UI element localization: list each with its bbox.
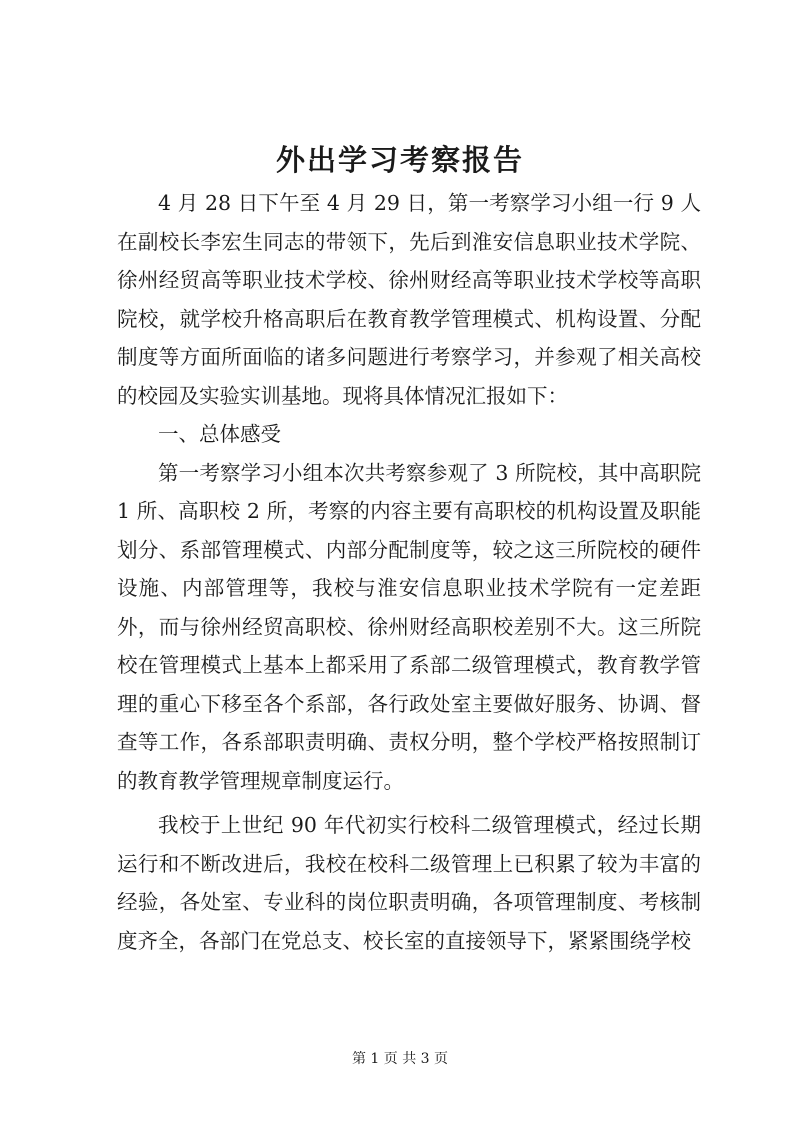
page-number-footer: 第 1 页 共 3 页	[351, 1051, 449, 1067]
paragraph-overall-impression: 第一考察学习小组本次共考察参观了 3 所院校，其中高职院 1 所、高职校 2 所，考察的内容主要有高职校的机构设置及职能划分、系部管理模式、内部分配制度等，较之这三所院校的硬件设施、内部管理等，我校与淮安信息职业技术学院有一定差距外，而与徐州经贸高职校、徐州财经高职校差别不大。这三所院校在管理模式上基本上都采用了系部二级管理模式，教育教学管理的重心下移至各个系部，各行政处室主要做好服务、协调、督查等工作，各系部职责明确、责权分明，整个学校严格按照制订的教育教学管理规章制度运行。	[117, 460, 701, 793]
paragraph-intro: 4 月 28 日下午至 4 月 29 日，第一考察学习小组一行 9 人在副校长李宏生同志的带领下，先后到淮安信息职业技术学院、徐州经贸高等职业技术学校、徐州财经高等职业技术学校等高职院校，就学校升格高职后在教育教学管理模式、机构设置、分配制度等方面所面临的诸多问题进行考察学习，并参观了相关高校的校园及实验实训基地。现将具体情况汇报如下：	[117, 191, 701, 408]
document-title: 外出学习考察报告	[275, 143, 524, 177]
document-body	[117, 184, 701, 960]
section-heading-overall-impression: 一、总体感受	[158, 422, 281, 446]
paragraph-our-school: 我校于上世纪 90 年代初实行校科二级管理模式，经过长期运行和不断改进后，我校在校科二级管理上已积累了较为丰富的经验，各处室、专业科的岗位职责明确，各项管理制度、考核制度齐全，各部门在党总支、校长室的直接领导下，紧紧围绕学校	[117, 813, 701, 953]
